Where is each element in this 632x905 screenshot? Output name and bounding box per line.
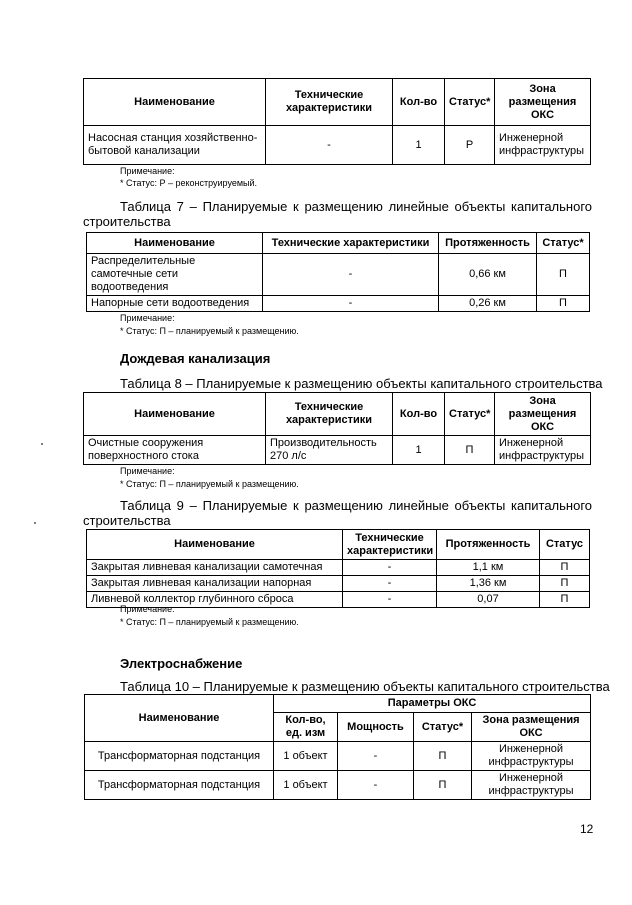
table-header-row <box>87 530 590 560</box>
cell-status: П <box>445 436 495 465</box>
note-title: Примечание: <box>120 604 175 614</box>
table-caption: Таблица 8 – Планируемые к размещению объекты капитального строительства <box>120 376 603 391</box>
cell-name: Закрытая ливневая канализации напорная <box>87 576 343 592</box>
cell-length: 0,66 км <box>439 254 537 296</box>
note-text: * Статус: П – планируемый к размещению. <box>120 617 299 627</box>
header-count: Кол-во, ед. изм <box>274 713 338 742</box>
header-name: Наименование <box>85 695 274 742</box>
scan-speck <box>34 522 36 524</box>
table-header-row <box>84 393 591 436</box>
header-group-params: Параметры ОКС <box>274 695 591 713</box>
cell-status: П <box>540 560 590 576</box>
table-caption-cont: строительства <box>83 214 171 229</box>
header-length: Протяженность <box>439 233 537 254</box>
header-tech: Технические характеристики <box>266 393 393 436</box>
table-row <box>87 576 590 592</box>
cell-status: П <box>414 742 472 771</box>
note-title: Примечание: <box>120 313 175 323</box>
header-power: Мощность <box>338 713 414 742</box>
header-tech: Технические характеристики <box>266 79 393 126</box>
table-caption-cont: строительства <box>83 513 171 528</box>
cell-tech: Производительность 270 л/с <box>266 436 393 465</box>
header-tech: Технические характеристики <box>343 530 437 560</box>
header-name: Наименование <box>84 79 266 126</box>
table-row <box>84 436 591 465</box>
table-8 <box>83 392 591 465</box>
table-caption: Таблица 7 – Планируемые к размещению линейные объекты капитального <box>120 199 592 214</box>
cell-tech: - <box>263 296 439 312</box>
header-count: Кол-во <box>393 393 445 436</box>
cell-count: 1 <box>393 126 445 165</box>
table-row <box>87 296 590 312</box>
cell-name: Очистные сооружения поверхностного стока <box>84 436 266 465</box>
header-status: Статус* <box>537 233 590 254</box>
table-9 <box>86 529 590 608</box>
cell-count: 1 <box>393 436 445 465</box>
header-zone: Зона размещения ОКС <box>495 79 591 126</box>
cell-status: Р <box>445 126 495 165</box>
table-row <box>87 254 590 296</box>
cell-zone: Инженерной инфраструктуры <box>472 771 591 800</box>
cell-name: Распределительные самотечные сети водоотведения <box>87 254 263 296</box>
note-text: * Статус: Р – реконструируемый. <box>120 178 258 188</box>
cell-name: Трансформаторная подстанция <box>85 742 274 771</box>
header-status: Статус* <box>445 79 495 126</box>
header-name: Наименование <box>87 530 343 560</box>
cell-length: 0,07 <box>437 592 540 608</box>
table-row <box>84 126 591 165</box>
cell-count: 1 объект <box>274 771 338 800</box>
cell-status: П <box>414 771 472 800</box>
table-7 <box>86 232 590 312</box>
cell-name: Насосная станция хозяйственно-бытовой канализации <box>84 126 266 165</box>
header-zone: Зона размещения ОКС <box>495 393 591 436</box>
header-length: Протяженность <box>437 530 540 560</box>
note-title: Примечание: <box>120 466 175 476</box>
cell-tech: - <box>343 560 437 576</box>
table-10 <box>84 694 591 800</box>
header-status: Статус <box>540 530 590 560</box>
header-tech: Технические характеристики <box>263 233 439 254</box>
table-row <box>85 742 591 771</box>
cell-name: Трансформаторная подстанция <box>85 771 274 800</box>
cell-tech: - <box>263 254 439 296</box>
cell-status: П <box>540 592 590 608</box>
cell-status: П <box>540 576 590 592</box>
table-caption: Таблица 9 – Планируемые к размещению линейные объекты капитального <box>120 498 592 513</box>
header-count: Кол-во <box>393 79 445 126</box>
cell-zone: Инженерной инфраструктуры <box>495 126 591 165</box>
table-row <box>85 771 591 800</box>
cell-tech: - <box>343 576 437 592</box>
cell-length: 1,36 км <box>437 576 540 592</box>
cell-tech: - <box>266 126 393 165</box>
header-name: Наименование <box>87 233 263 254</box>
table-header-row <box>85 695 591 713</box>
cell-status: П <box>537 296 590 312</box>
cell-length: 0,26 км <box>439 296 537 312</box>
table-header-row <box>87 233 590 254</box>
section-heading-rain: Дождевая канализация <box>120 351 271 366</box>
scan-speck <box>41 443 43 445</box>
header-status: Статус* <box>445 393 495 436</box>
table-6 <box>83 78 591 165</box>
section-heading-power: Электроснабжение <box>120 656 243 671</box>
cell-power: - <box>338 742 414 771</box>
page-number: 12 <box>580 822 594 836</box>
table-caption: Таблица 10 – Планируемые к размещению объекты капитального строительства <box>120 679 610 694</box>
table-row <box>87 560 590 576</box>
cell-length: 1,1 км <box>437 560 540 576</box>
cell-zone: Инженерной инфраструктуры <box>495 436 591 465</box>
cell-name: Ливневой коллектор глубинного сброса <box>87 592 343 608</box>
header-status: Статус* <box>414 713 472 742</box>
note-text: * Статус: П – планируемый к размещению. <box>120 326 299 336</box>
cell-count: 1 объект <box>274 742 338 771</box>
cell-status: П <box>537 254 590 296</box>
table-header-row <box>84 79 591 126</box>
cell-name: Закрытая ливневая канализации самотечная <box>87 560 343 576</box>
cell-name: Напорные сети водоотведения <box>87 296 263 312</box>
cell-zone: Инженерной инфраструктуры <box>472 742 591 771</box>
header-name: Наименование <box>84 393 266 436</box>
note-title: Примечание: <box>120 166 175 176</box>
cell-tech: - <box>343 592 437 608</box>
cell-power: - <box>338 771 414 800</box>
note-text: * Статус: П – планируемый к размещению. <box>120 479 299 489</box>
header-zone: Зона размещения ОКС <box>472 713 591 742</box>
